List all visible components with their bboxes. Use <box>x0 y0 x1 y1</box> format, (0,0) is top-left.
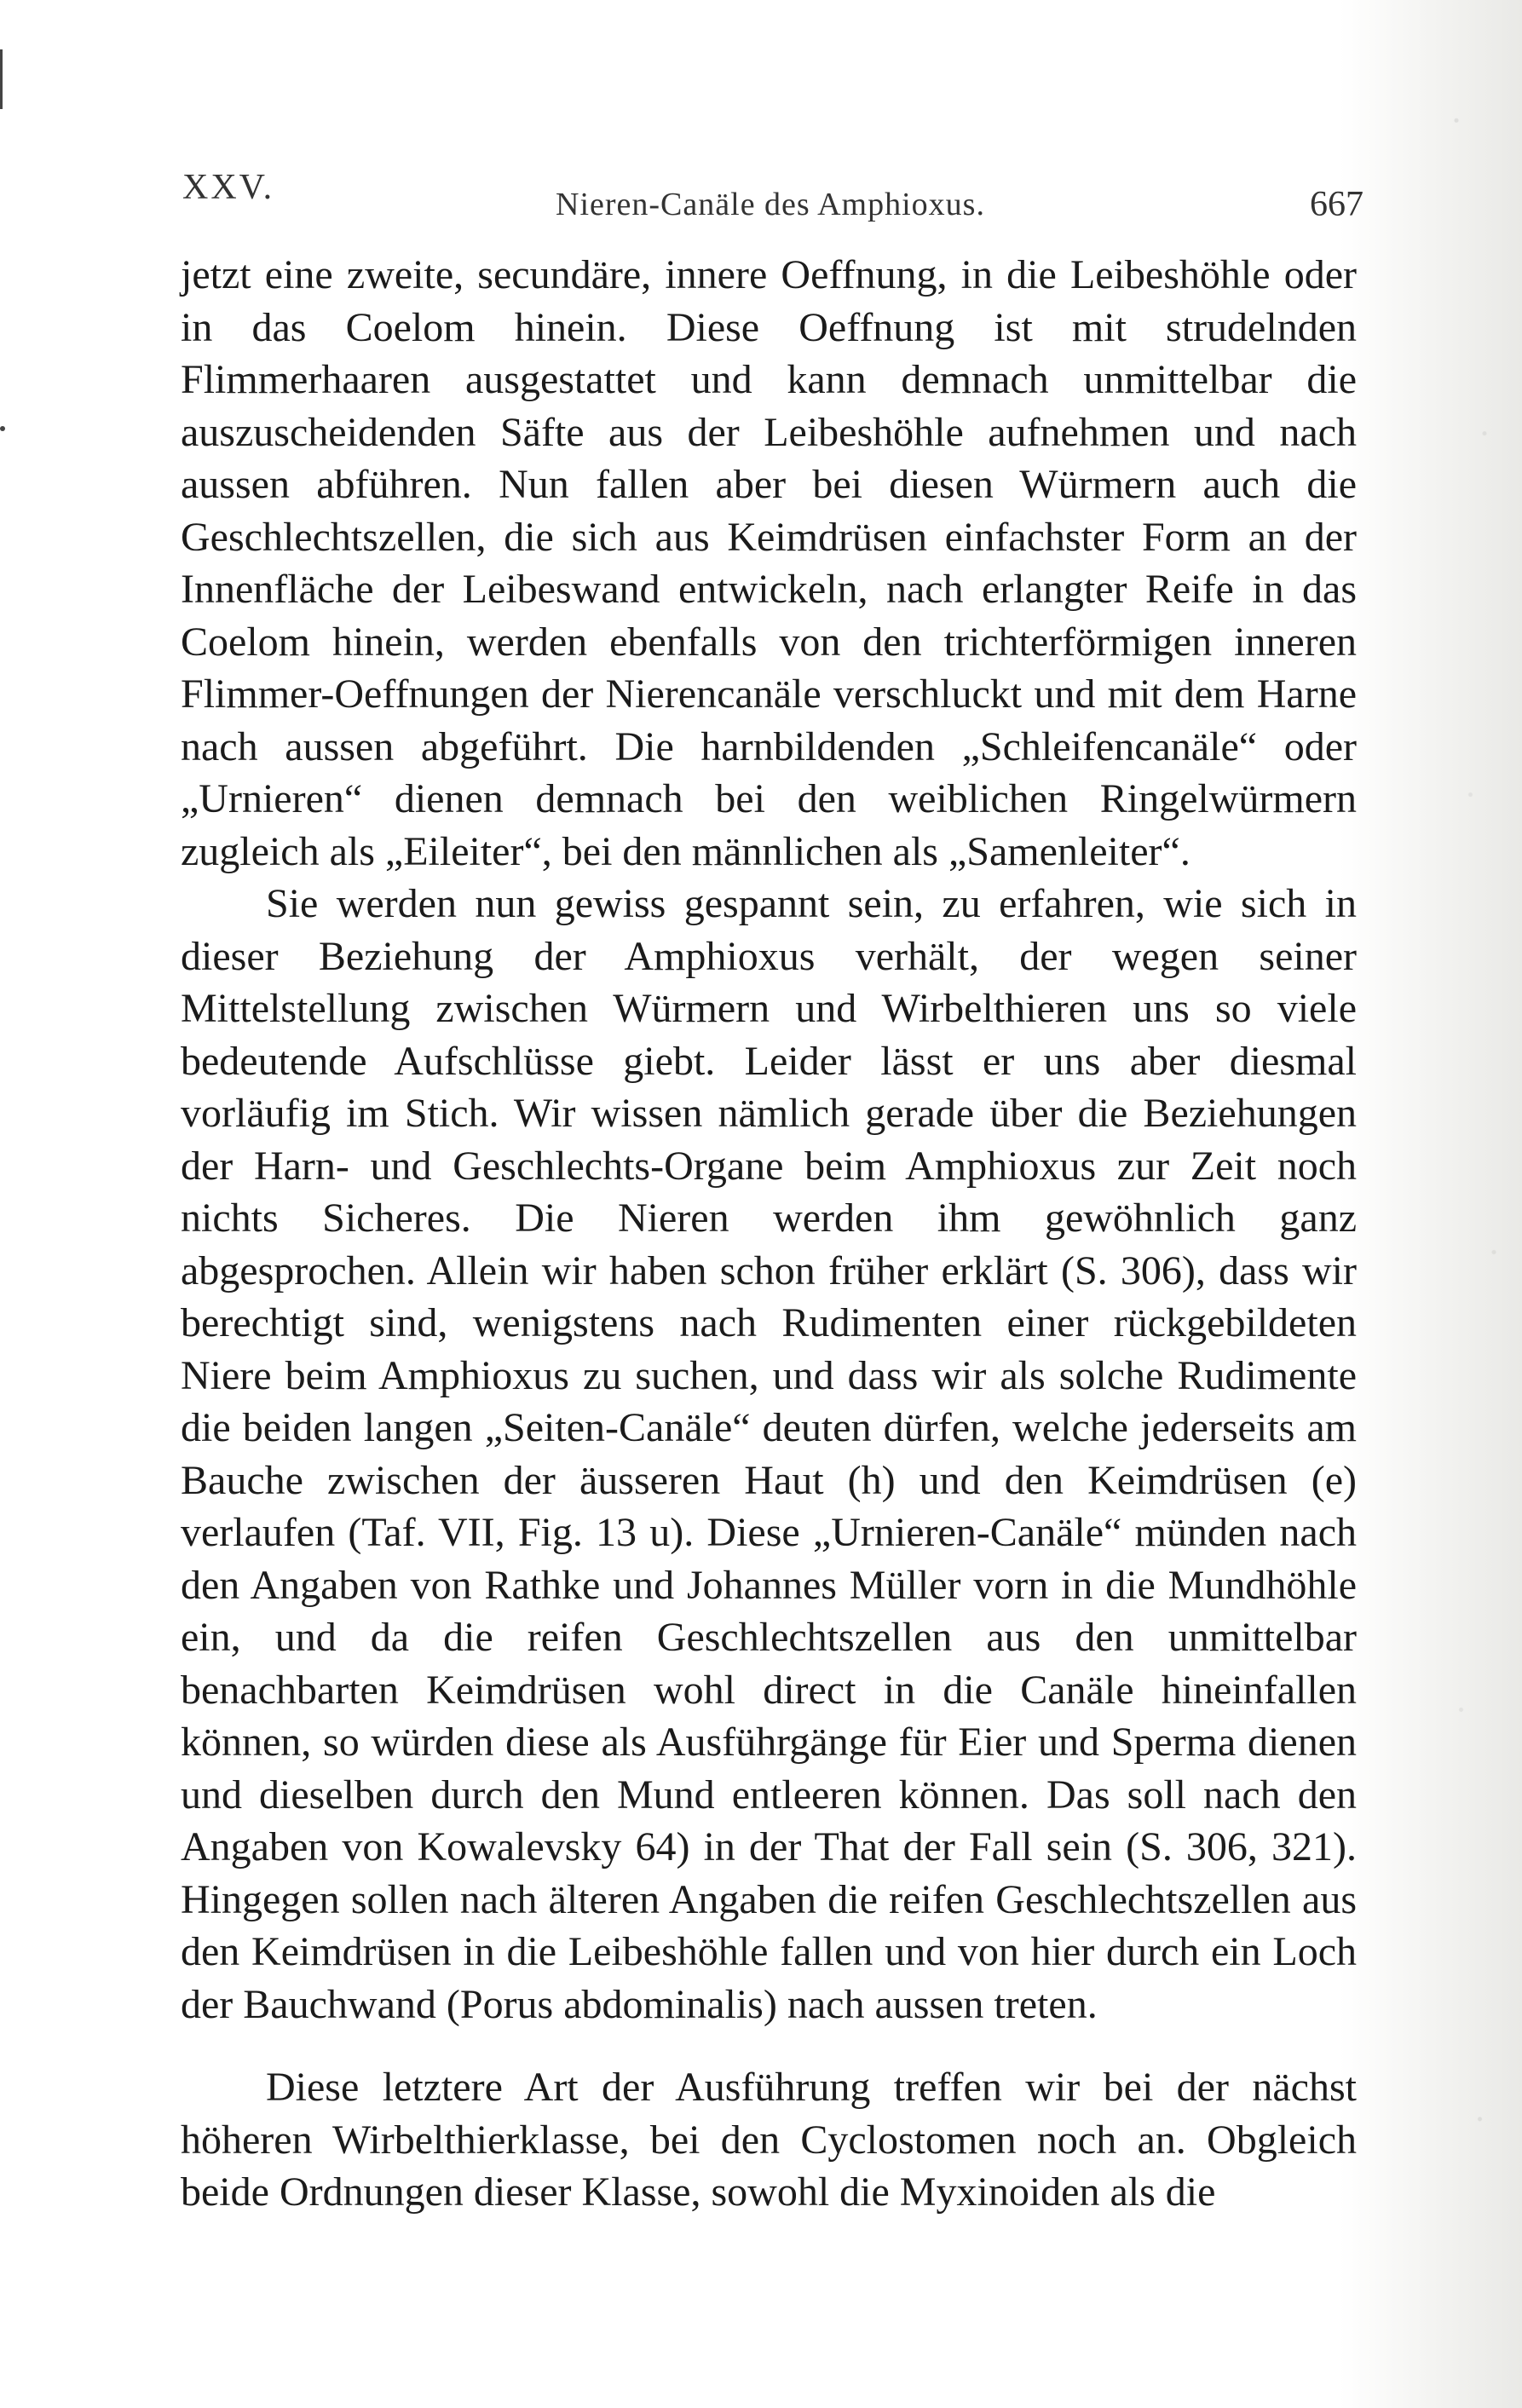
running-title: Nieren-Canäle des Amphioxus. <box>556 187 985 222</box>
paragraph-1: jetzt eine zweite, secundäre, innere Oeffnung, in die Leibeshöhle oder in das Coelom hinein. Diese Oeffnung ist mit strudelnden Flimmerhaaren ausgestattet und kann demnach unmittelbar die auszuscheidenden Säfte aus der Leibeshöhle aufnehmen und nach aussen abführen. Nun fallen aber bei diesen Würmern auch die Geschlechtszellen, die sich aus Keimdrüsen einfachster Form an der Innenfläche der Leibeswand entwickeln, nach erlangter Reife in das Coelom hinein, werden ebenfalls von den trichterförmigen inneren Flimmer-Oeffnungen der Nierencanäle verschluckt und mit dem Harne nach aussen abgeführt. Die harnbildenden „Schleifencanäle“ oder „Urnieren“ dienen demnach bei den weiblichen Ringelwürmern zugleich als „Eileiter“, bei den männlichen als „Samenleiter“. <box>181 252 1357 874</box>
chapter-number: XXV. <box>182 168 275 207</box>
scan-speck <box>0 426 5 431</box>
page-edge-shadow <box>1428 0 1522 2408</box>
paragraph-3: Diese letztere Art der Ausführung treffen wir bei der nächst höheren Wirbelthierklasse, bei den Cyclostomen noch an. Obgleich beide Ordnungen dieser Klasse, sowohl die Myxinoiden als die <box>181 2065 1357 2215</box>
scan-edge-mark <box>0 49 3 109</box>
page-number: 667 <box>1310 185 1363 224</box>
body-text <box>181 249 1357 2219</box>
running-header <box>177 167 1363 227</box>
paragraph-2: Sie werden nun gewiss gespannt sein, zu erfahren, wie sich in dieser Beziehung der Amphioxus verhält, der wegen seiner Mittelstellung zwischen Würmern und Wirbelthieren uns so viele bedeutende Aufschlüsse giebt. Leider lässt er uns aber diesmal vorläufig im Stich. Wir wissen nämlich gerade über die Beziehungen der Harn- und Geschlechts-Organe beim Amphioxus zur Zeit noch nichts Sicheres. Die Nieren werden ihm gewöhnlich ganz abgesprochen. Allein wir haben schon früher erklärt (S. 306), dass wir berechtigt sind, wenigstens nach Rudimenten einer rückgebildeten Niere beim Amphioxus zu suchen, und dass wir als solche Rudimente die beiden langen „Seiten-Canäle“ deuten dürfen, welche jederseits am Bauche zwischen der äusseren Haut (h) und den Keimdrüsen (e) verlaufen (Taf. VII, Fig. 13 u). Diese „Urnieren-Canäle“ münden nach den Angaben von Rathke und Johannes Müller vorn in die Mundhöhle ein, und da die reifen Geschlechtszellen aus den unmittelbar benachbarten Keimdrüsen wohl direct in die Canäle hineinfallen können, so würden diese als Ausführgänge für Eier und Sperma dienen und dieselben durch den Mund entleeren können. Das soll nach den Angaben von Kowalevsky 64) in der That der Fall sein (S. 306, 321). Hingegen sollen nach älteren Angaben die reifen Geschlechtszellen aus den Keimdrüsen in die Leibeshöhle fallen und von hier durch ein Loch der Bauchwand (Porus abdominalis) nach aussen treten. <box>181 881 1357 2027</box>
